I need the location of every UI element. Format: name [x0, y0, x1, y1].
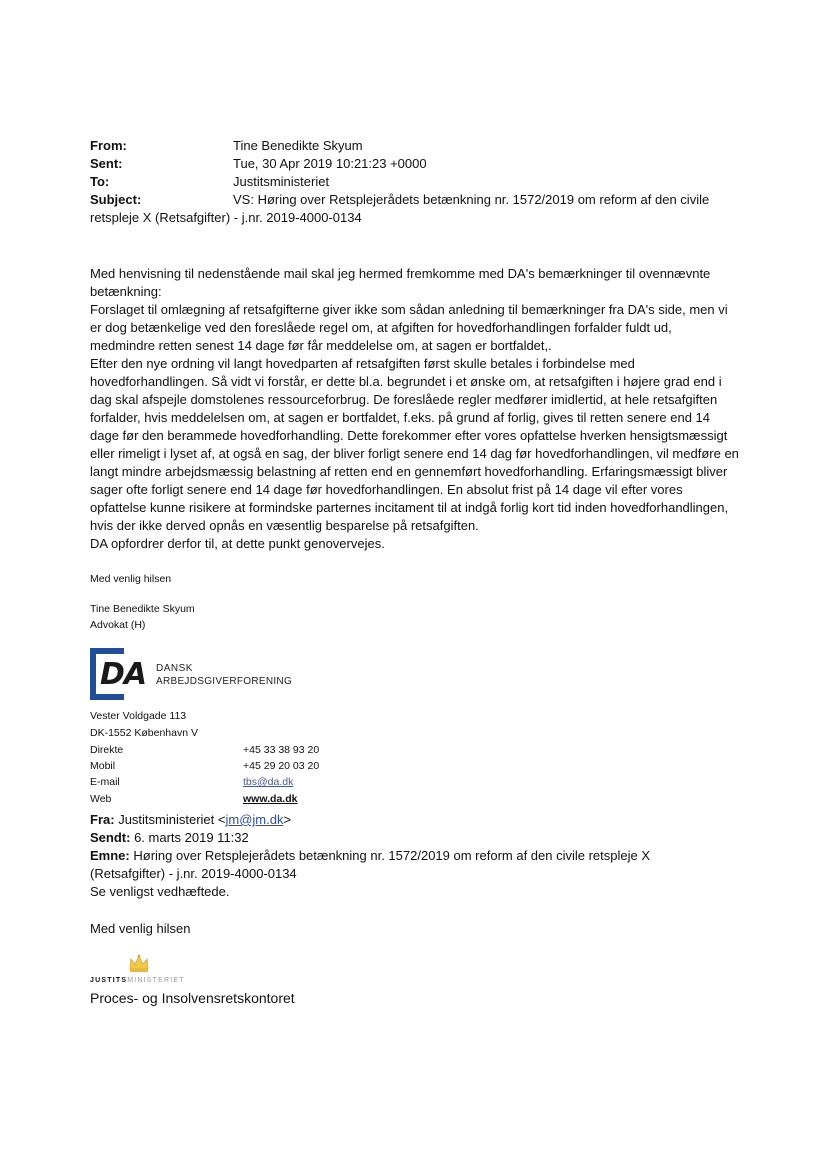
body-paragraph: DA opfordrer derfor til, at dette punkt genovervejes.	[90, 536, 385, 551]
contact-label: Mobil	[90, 760, 116, 772]
address-line2: DK-1552 København V	[90, 727, 198, 739]
email-body	[90, 265, 740, 553]
fwd-subject-value: Høring over Retsplejerådets betænkning nr. 1572/2019 om reform af den civile retspleje X	[133, 848, 651, 863]
fwd-subject-line	[90, 847, 740, 865]
da-logo-line1: DANSK	[156, 663, 193, 674]
fwd-subject-continued: (Retsafgifter) - j.nr. 2019-4000-0134	[90, 866, 297, 881]
to-label: To:	[90, 174, 110, 189]
contact-value: +45 33 38 93 20	[243, 744, 320, 756]
justitsministeriet-logo	[90, 953, 210, 987]
sent-label: Sent:	[90, 156, 123, 171]
sent-value: Tue, 30 Apr 2019 10:21:23 +0000	[233, 156, 427, 171]
forwarded-message	[90, 811, 740, 901]
subject-value-continued: retspleje X (Retsafgifter) - j.nr. 2019-4000-0134	[90, 210, 362, 225]
fwd-from-label: Fra:	[90, 812, 115, 827]
body-paragraph: Forslaget til omlægning af retsafgifterne giver ikke som sådan anledning til bemærkninger fra DA's side, men vi er dog betænkelige ved den foreslåede regel om, at afgiften for hovedforhandlingen forfalder fuldt ud, medmindre retten senest 14 dage før får meddelelse om, at sagen er bortfaldet,.	[90, 302, 728, 353]
fwd-closing: Med venlig hilsen	[90, 921, 191, 936]
fwd-from-email-link[interactable]: jm@jm.dk	[225, 812, 284, 827]
contact-label: E-mail	[90, 776, 120, 788]
from-value: Tine Benedikte Skyum	[233, 138, 363, 153]
signature-name: Tine Benedikte Skyum	[90, 603, 195, 615]
contact-value: +45 29 20 03 20	[243, 760, 320, 772]
fwd-note: Se venligst vedhæftede.	[90, 884, 230, 899]
da-logo-mark: DA	[100, 657, 147, 692]
da-logo	[90, 648, 293, 708]
office-name: Proces- og Insolvensretskontoret	[90, 990, 295, 1006]
web-link[interactable]: www.da.dk	[243, 793, 298, 805]
subject-label: Subject:	[90, 192, 142, 207]
fwd-sent-line	[90, 829, 740, 847]
body-paragraph: Efter den nye ordning vil langt hovedparten af retsafgiften først skulle betales i forbindelse med hovedforhandlingen. Så vidt vi forstår, er dette bl.a. begrundet i et ønske om, at retsafgiften i højere grad end i dag skal afspejle domstolenes ressourceforbrug. De foreslåede regler medfører imidlertid, at hele retsafgiften forfalder, hvis meddelelsen om, at sagen er bortfaldet, f.eks. på grund af forlig, gives til retten senere end 14 dage før den berammede hovedforhandling. Dette forekommer efter vores opfattelse hverken hensigtsmæssigt eller rimeligt i lyset af, at også en sag, der bliver forligt senere end 14 dag før hovedforhandlingen, vil medføre en langt mindre arbejdsmæssig belastning af retten end en gennemført hovedforhandling. Erfaringsmæssigt bliver sager ofte forligt senere end 14 dage før hovedforhandlingen. En absolut frist på 14 dage vil efter vores opfattelse kunne risikere at formindske parternes incitament til at indgå forlig kort tid inden hovedforhandlingen, hvis der ikke derved opnås en væsentlig besparelse på retsafgiften.	[90, 356, 739, 533]
ministry-word1: JUSTITS	[90, 977, 128, 984]
signature-title: Advokat (H)	[90, 619, 146, 631]
fwd-from-value: Justitsministeriet <	[118, 812, 226, 827]
fwd-from-line	[90, 811, 740, 829]
body-paragraph: Med henvisning til nedenstående mail skal jeg hermed fremkomme med DA's bemærkninger til ovennævnte betænkning:	[90, 266, 711, 299]
contact-label: Direkte	[90, 744, 124, 756]
email-link[interactable]: tbs@da.dk	[243, 776, 294, 788]
fwd-subject-label: Emne:	[90, 848, 130, 863]
from-label: From:	[90, 138, 127, 153]
fwd-from-close: >	[283, 812, 292, 827]
address-line1: Vester Voldgade 113	[90, 710, 187, 722]
crown-icon	[128, 953, 150, 973]
ministry-word2: MINISTERIET	[127, 977, 185, 984]
ministry-wordmark	[90, 976, 185, 985]
fwd-sent-label: Sendt:	[90, 830, 131, 845]
to-value: Justitsministeriet	[233, 174, 330, 189]
fwd-sent-value: 6. marts 2019 11:32	[134, 830, 249, 845]
contact-label: Web	[90, 793, 112, 805]
da-logo-line2: ARBEJDSGIVERFORENING	[156, 676, 293, 687]
subject-value: VS: Høring over Retsplejerådets betænkning nr. 1572/2019 om reform af den civile	[233, 192, 710, 207]
signature-closing: Med venlig hilsen	[90, 573, 172, 585]
